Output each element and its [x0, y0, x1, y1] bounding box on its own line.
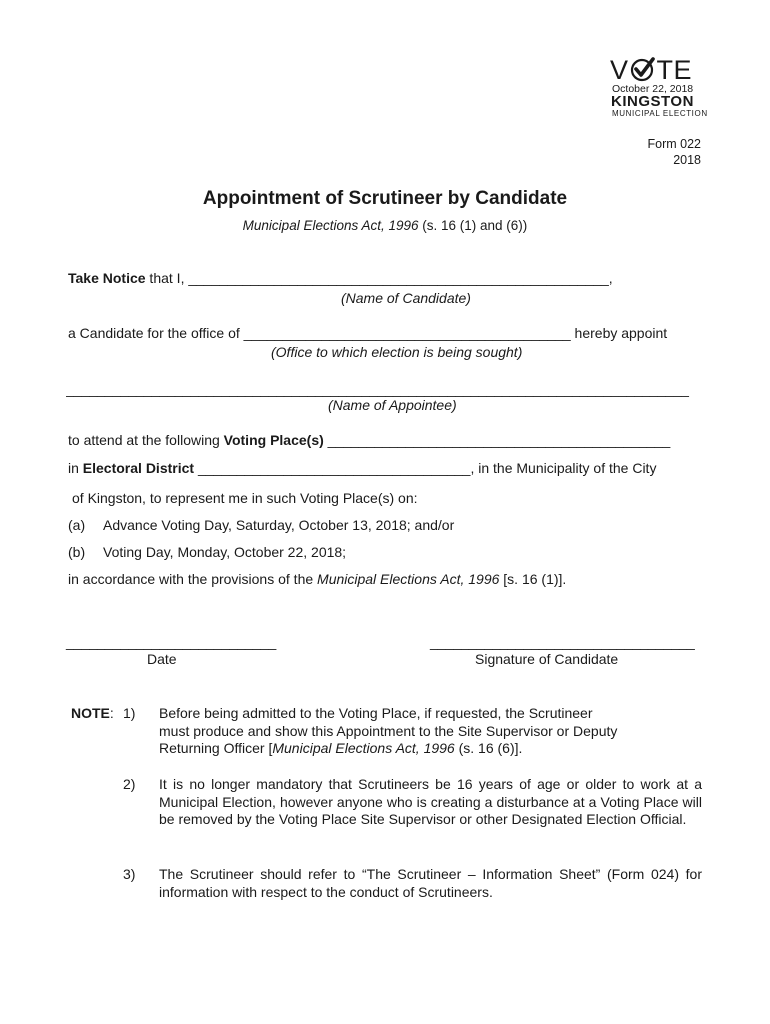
district-prefix: in — [68, 460, 83, 476]
signature-field[interactable]: __________________________________ — [430, 634, 695, 650]
voting-place-line — [68, 432, 670, 448]
logo-subtitle: MUNICIPAL ELECTION — [612, 109, 708, 118]
note-1-line-1: Before being admitted to the Voting Place, if requested, the Scrutineer — [159, 705, 593, 721]
date-label: Date — [147, 651, 177, 667]
logo-word-end: TE — [656, 55, 693, 85]
option-b-text: Voting Day, Monday, October 22, 2018; — [103, 544, 347, 560]
logo-word-start: V — [610, 55, 629, 85]
office-line[interactable]: a Candidate for the office of __________________________________________ hereby appoint — [68, 325, 668, 341]
note-3-number: 3) — [123, 866, 136, 882]
kingston-line: of Kingston, to represent me in such Voting Place(s) on: — [72, 490, 418, 506]
accordance-prefix: in accordance with the provisions of the — [68, 571, 318, 587]
office-caption: (Office to which election is being sought) — [271, 344, 523, 360]
note-2-text: It is no longer mandatory that Scrutineers be 16 years of age or older to work at a Municipal Election, however anyone who is creating a disturbance at a Voting Place will be removed by the Voting Place Site Supervisor or other Designated Election Official. — [159, 776, 702, 827]
subtitle-section: (s. 16 (1) and (6)) — [418, 218, 528, 233]
note-label — [71, 705, 114, 721]
notice-line — [68, 270, 613, 286]
form-number: Form 022 — [647, 137, 701, 151]
logo-city: KINGSTON — [611, 93, 694, 110]
voting-place-label: Voting Place(s) — [223, 432, 324, 448]
option-a-marker: (a) — [68, 517, 86, 533]
note-1-act: Municipal Elections Act, 1996 — [272, 740, 455, 756]
note-1-text — [159, 705, 617, 758]
logo-date: October 22, 2018 — [612, 83, 694, 95]
voting-place-field[interactable]: ____________________________________________ — [323, 432, 671, 448]
note-word: NOTE — [71, 705, 110, 721]
candidate-name-field[interactable]: that I, ______________________________________________________, — [145, 270, 613, 286]
form-number-block — [648, 136, 702, 168]
logo-wordmark — [610, 56, 710, 84]
district-label: Electoral District — [82, 460, 195, 476]
signature-label: Signature of Candidate — [475, 651, 619, 667]
district-field[interactable]: ___________________________________, in the Municipality of the City — [194, 460, 657, 476]
subtitle-act: Municipal Elections Act, 1996 — [242, 218, 419, 233]
date-field[interactable]: ___________________________ — [66, 634, 277, 650]
note-1-last-prefix: Returning Officer [ — [159, 740, 273, 756]
accordance-line — [68, 571, 566, 587]
district-line — [68, 460, 656, 476]
note-1-line-2: must produce and show this Appointment to the Site Supervisor or Deputy — [159, 722, 618, 739]
note-3-text: The Scrutineer should refer to “The Scrutineer – Information Sheet” (Form 024) for information with respect to the conduct of Scrutineers. — [159, 866, 702, 900]
note-2-number: 2) — [123, 776, 136, 792]
candidate-name-caption: (Name of Candidate) — [341, 290, 471, 306]
note-1-last-suffix: (s. 16 (6)]. — [454, 740, 523, 756]
accordance-suffix: [s. 16 (1)]. — [499, 571, 567, 587]
form-year: 2018 — [673, 153, 701, 167]
option-b-marker: (b) — [68, 544, 86, 560]
page-subtitle — [0, 218, 770, 233]
accordance-act: Municipal Elections Act, 1996 — [317, 571, 500, 587]
appointee-name-field[interactable]: ________________________________________________________________________________ — [66, 381, 689, 397]
voting-place-prefix: to attend at the following — [68, 432, 224, 448]
notice-lead: Take Notice — [68, 270, 146, 286]
option-a-text: Advance Voting Day, Saturday, October 13, 2018; and/or — [103, 517, 455, 533]
note-1-line-3 — [159, 740, 617, 758]
note-colon: : — [109, 705, 114, 721]
vote-kingston-logo — [610, 56, 710, 120]
note-1-number: 1) — [123, 705, 136, 721]
appointee-caption: (Name of Appointee) — [328, 397, 457, 413]
checkmark-icon — [630, 56, 656, 82]
page-title: Appointment of Scrutineer by Candidate — [202, 188, 568, 209]
